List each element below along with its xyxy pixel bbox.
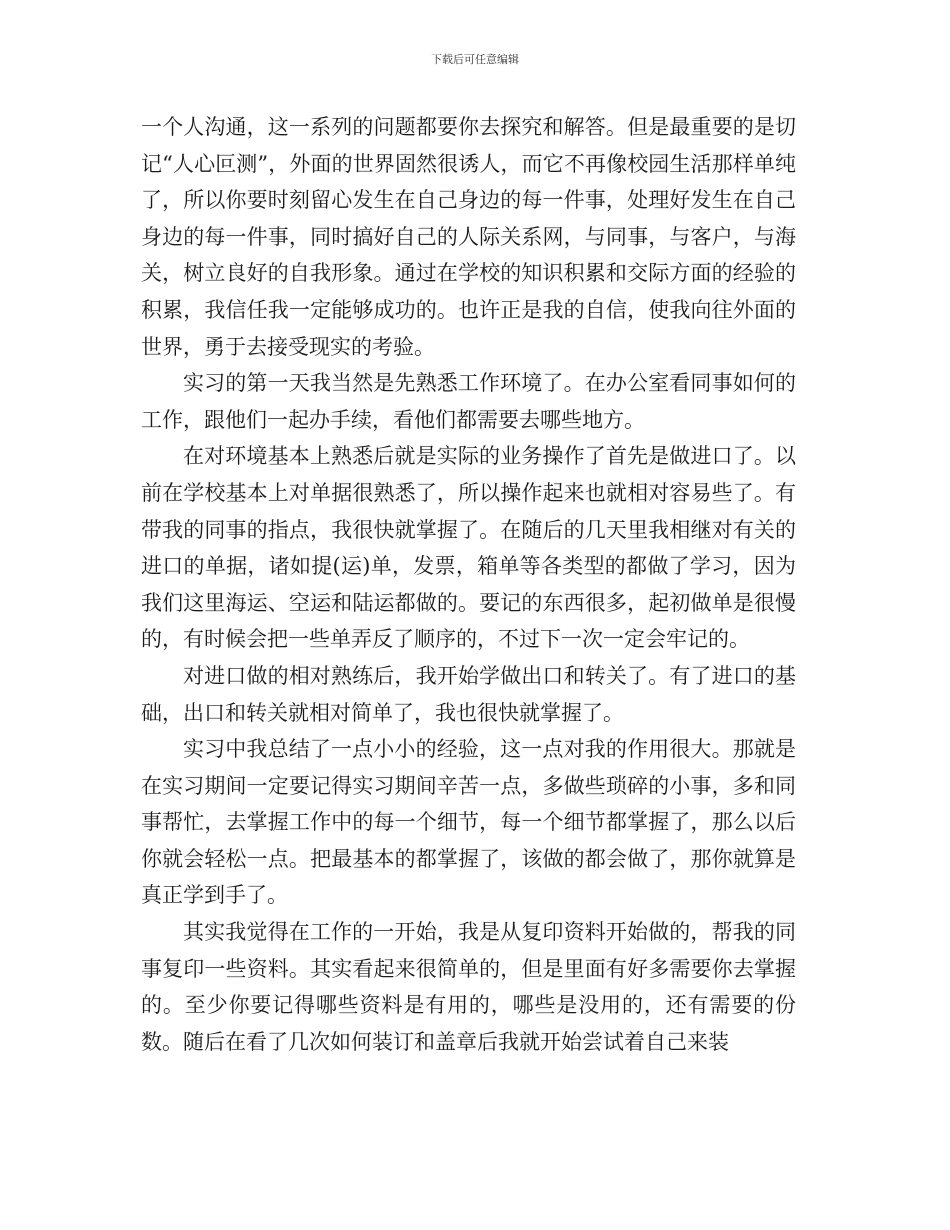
paragraph-5: 实习中我总结了一点小小的经验，这一点对我的作用很大。那就是在实习期间一定要记得实习期间辛苦一点，多做些琐碎的小事，多和同事帮忙，去掌握工作中的每一个细节，每一个细节都掌握了，那么以后你就会轻松一点。把最基本的都掌握了，该做的都会做了，那你就算是真正学到手了。: [141, 737, 796, 908]
paragraph-1: 一个人沟通，这一系列的问题都要你去探究和解答。但是最重要的是切记“人心叵测”，外面的世界固然很诱人，而它不再像校园生活那样单纯了，所以你要时刻留心发生在自己身边的每一件事，处理好发生在自己身边的每一件事，同时搞好自己的人际关系网，与同事，与客户，与海关，树立良好的自我形象。通过在学校的知识积累和交际方面的经验的积累，我信任我一定能够成功的。也许正是我的自信，使我向往外面的世界，勇于去接受现实的考验。: [141, 115, 796, 359]
page-header: 下载后可任意编辑: [431, 53, 519, 66]
paragraph-2: 实习的第一天我当然是先熟悉工作环境了。在办公室看同事如何的工作，跟他们一起办手续，看他们都需要去哪些地方。: [141, 371, 796, 432]
paragraph-4: 对进口做的相对熟练后，我开始学做出口和转关了。有了进口的基础，出口和转关就相对简单了，我也很快就掌握了。: [141, 663, 796, 725]
paragraph-6: 其实我觉得在工作的一开始，我是从复印资料开始做的，帮我的同事复印一些资料。其实看起来很简单的，但是里面有好多需要你去掌握的。至少你要记得哪些资料是有用的，哪些是没用的，还有需要的份数。随后在看了几次如何装订和盖章后我就开始尝试着自己来装: [141, 920, 796, 1054]
document-body: [141, 109, 796, 1060]
paragraph-3: 在对环境基本上熟悉后就是实际的业务操作了首先是做进口了。以前在学校基本上对单据很熟悉了，所以操作起来也就相对容易些了。有带我的同事的指点，我很快就掌握了。在随后的几天里我相继对有关的进口的单据，诸如提(运)单，发票，箱单等各类型的都做了学习，因为我们这里海运、空运和陆运都做的。要记的东西很多，起初做单是很慢的，有时候会把一些单弄反了顺序的，不过下一次一定会牢记的。: [141, 444, 796, 652]
